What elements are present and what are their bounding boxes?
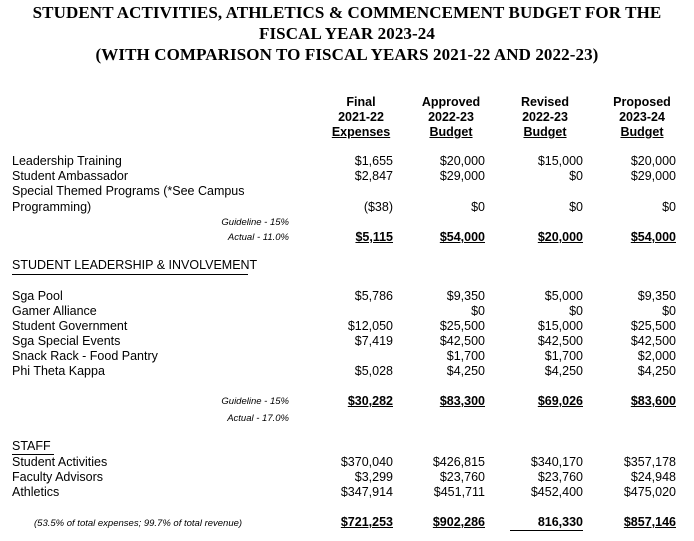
cell-value: $1,700	[446, 349, 485, 363]
cell-value: $2,000	[637, 349, 676, 363]
row-label: Athletics	[12, 485, 60, 499]
row-label: Sga Pool	[12, 289, 63, 303]
header-line: Budget	[523, 125, 567, 139]
header-proposed-2023-24	[607, 95, 677, 140]
cell-value: $452,400	[530, 485, 583, 499]
row-label: Snack Rack - Food Pantry	[12, 349, 158, 363]
total-value: 816,330	[537, 515, 583, 529]
cell-value: $20,000	[439, 154, 485, 168]
cell-value: $0	[569, 304, 583, 318]
cell-value: $4,250	[637, 364, 676, 378]
cell-value: $29,000	[630, 169, 676, 183]
cell-value: $15,000	[537, 319, 583, 333]
header-line: Expenses	[331, 125, 391, 139]
total-value: $69,026	[537, 394, 583, 408]
page-title-line-2: FISCAL YEAR 2023-24	[258, 24, 435, 43]
cell-value: $5,028	[354, 364, 393, 378]
cell-value: $25,500	[439, 319, 485, 333]
total-underline	[510, 530, 583, 531]
section-heading: STAFF	[12, 439, 51, 453]
total-value: $83,300	[439, 394, 485, 408]
total-value: $5,115	[355, 230, 393, 244]
header-final-2021-22	[330, 95, 392, 140]
total-value: $902,286	[432, 515, 485, 529]
total-value: $857,146	[623, 515, 676, 529]
header-line: Budget	[429, 125, 473, 139]
header-line: Revised	[521, 95, 569, 109]
cell-value: $29,000	[439, 169, 485, 183]
row-label: Student Activities	[12, 455, 108, 469]
header-line: 2023-24	[619, 110, 665, 124]
cell-value: $7,419	[354, 334, 393, 348]
row-label: Gamer Alliance	[12, 304, 97, 318]
header-line: Approved	[421, 95, 481, 109]
cell-value: $9,350	[446, 289, 485, 303]
cell-value: $24,948	[630, 470, 676, 484]
total-value: $83,600	[630, 394, 676, 408]
total-value: $721,253	[340, 515, 393, 529]
row-label: Faculty Advisors	[12, 470, 104, 484]
cell-value: $426,815	[432, 455, 485, 469]
header-line: 2022-23	[428, 110, 474, 124]
cell-value: $4,250	[446, 364, 485, 378]
cell-value: $1,700	[544, 349, 583, 363]
cell-value: $451,711	[433, 485, 485, 499]
page-title-line-1: STUDENT ACTIVITIES, ATHLETICS & COMMENCEMENT BUDGET FOR THE	[32, 3, 662, 22]
cell-value: $370,040	[340, 455, 393, 469]
section-heading-underline	[12, 274, 248, 275]
cell-value: $1,655	[354, 154, 393, 168]
cell-value: $42,500	[537, 334, 583, 348]
actual-text: Actual - 11.0%	[227, 232, 289, 243]
row-label-continued: Programming)	[12, 200, 92, 214]
cell-value: $25,500	[630, 319, 676, 333]
cell-value: $0	[569, 200, 583, 214]
cell-value: $23,760	[537, 470, 583, 484]
header-line: Budget	[620, 125, 664, 139]
total-value: $30,282	[347, 394, 393, 408]
row-label: Phi Theta Kappa	[12, 364, 105, 378]
section-heading: STUDENT LEADERSHIP & INVOLVEMENT	[12, 258, 258, 272]
row-label: Sga Special Events	[12, 334, 121, 348]
guideline-text: Guideline - 15%	[221, 217, 289, 228]
guideline-text: Guideline - 15%	[221, 396, 289, 407]
cell-value: $2,847	[354, 169, 393, 183]
cell-value: $4,250	[544, 364, 583, 378]
cell-value: $42,500	[630, 334, 676, 348]
cell-value: $0	[569, 169, 583, 183]
header-approved-2022-23	[416, 95, 486, 140]
cell-value: $340,170	[530, 455, 583, 469]
header-line: Proposed	[613, 95, 671, 109]
total-value: $20,000	[537, 230, 583, 244]
header-line: 2022-23	[522, 110, 568, 124]
actual-text: Actual - 17.0%	[227, 413, 289, 424]
cell-value: $42,500	[439, 334, 485, 348]
cell-value: $20,000	[630, 154, 676, 168]
row-label: Special Themed Programs (*See Campus	[12, 184, 245, 198]
row-label: Leadership Training	[12, 154, 122, 168]
cell-value: $0	[662, 304, 676, 318]
cell-value: $357,178	[623, 455, 676, 469]
cell-value: $9,350	[637, 289, 676, 303]
cell-value: $0	[471, 304, 485, 318]
page-title-line-3: (WITH COMPARISON TO FISCAL YEARS 2021-22 AND 2022-23)	[95, 45, 599, 64]
total-value: $54,000	[630, 230, 676, 244]
cell-value: $347,914	[340, 485, 393, 499]
footnote-text: (53.5% of total expenses; 99.7% of total revenue)	[34, 518, 243, 529]
cell-value: $3,299	[354, 470, 393, 484]
total-value: $54,000	[439, 230, 485, 244]
cell-value: $5,786	[354, 289, 393, 303]
header-revised-2022-23	[514, 95, 576, 140]
cell-value: $23,760	[439, 470, 485, 484]
row-label: Student Ambassador	[12, 169, 129, 183]
cell-value: $5,000	[544, 289, 583, 303]
cell-value: $15,000	[537, 154, 583, 168]
cell-value: $0	[471, 200, 485, 214]
row-label: Student Government	[12, 319, 128, 333]
header-line: Final	[346, 95, 376, 109]
cell-value: ($38)	[363, 200, 393, 214]
cell-value: $0	[662, 200, 676, 214]
header-line: 2021-22	[338, 110, 384, 124]
cell-value: $12,050	[347, 319, 393, 333]
cell-value: $475,020	[623, 485, 676, 499]
